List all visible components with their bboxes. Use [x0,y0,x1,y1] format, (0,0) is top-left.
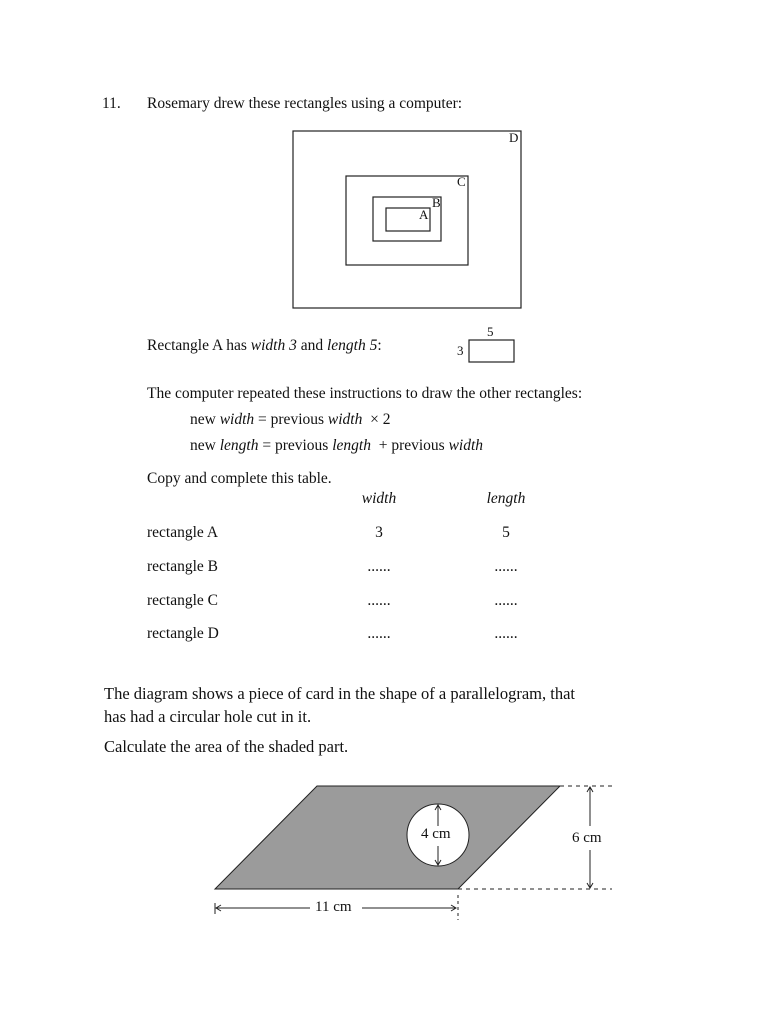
rule-width [190,411,390,429]
row-width-value: ...... [367,625,391,642]
q2-line2: has had a circular hole cut in it. [104,707,312,726]
rect-a-width: width 3 [250,337,297,354]
rule1-d: width [327,411,363,428]
row-width-value: 3 [375,524,383,541]
rule1-b: width [219,411,255,428]
label-b: B [432,195,441,210]
table-intro: Copy and complete this table. [147,470,332,487]
mini-length-label: 5 [487,324,494,339]
rect-a-part2: and [296,337,327,354]
row-width-value: ...... [367,592,391,609]
q2-line3: Calculate the area of the shaded part. [104,737,349,756]
header-width: width [361,490,397,507]
rule2-f: width [448,437,484,454]
row-width-value: ...... [367,558,391,575]
row-label: rectangle A [147,524,219,541]
height-label: 6 cm [572,830,602,846]
rule2-b: length [219,437,259,454]
parallelogram [215,786,560,889]
row-label: rectangle B [147,558,219,575]
row-length-value: 5 [502,524,510,541]
rect-a-sentence [147,337,382,355]
header-length: length [486,490,526,507]
row-label: rectangle D [147,625,219,642]
rule1-e: × 2 [362,411,391,428]
rule2-a: new [190,437,220,454]
row-length-value: ...... [494,558,518,575]
mini-rectangle [469,340,514,362]
q2-line1: The diagram shows a piece of card in the shape of a parallelogram, that [104,684,575,703]
rect-a-length: length 5 [326,337,378,354]
label-d: D [509,130,519,145]
label-a: A [419,207,429,222]
rule-length [190,437,483,455]
rectangle-b [373,197,441,241]
rule2-d: length [332,437,371,454]
label-c: C [457,174,466,189]
instructions-intro: The computer repeated these instructions to draw the other rectangles: [147,385,583,402]
rect-a-part1: Rectangle A has [147,337,251,354]
rectangle-d [293,131,521,308]
question-intro: Rosemary drew these rectangles using a computer: [147,95,463,112]
rule2-c: = previous [258,437,333,454]
rule1-a: new [190,411,220,428]
row-length-value: ...... [494,592,518,609]
base-label: 11 cm [315,899,352,915]
rule1-c: = previous [254,411,328,428]
row-label: rectangle C [147,592,219,609]
mini-width-label: 3 [457,343,464,358]
rule2-e: + previous [370,437,449,454]
rect-a-part3: : [377,337,382,354]
circle-diameter-label: 4 cm [421,826,451,842]
row-length-value: ...... [494,625,518,642]
question-number: 11. [102,95,121,112]
rectangle-c [346,176,468,265]
